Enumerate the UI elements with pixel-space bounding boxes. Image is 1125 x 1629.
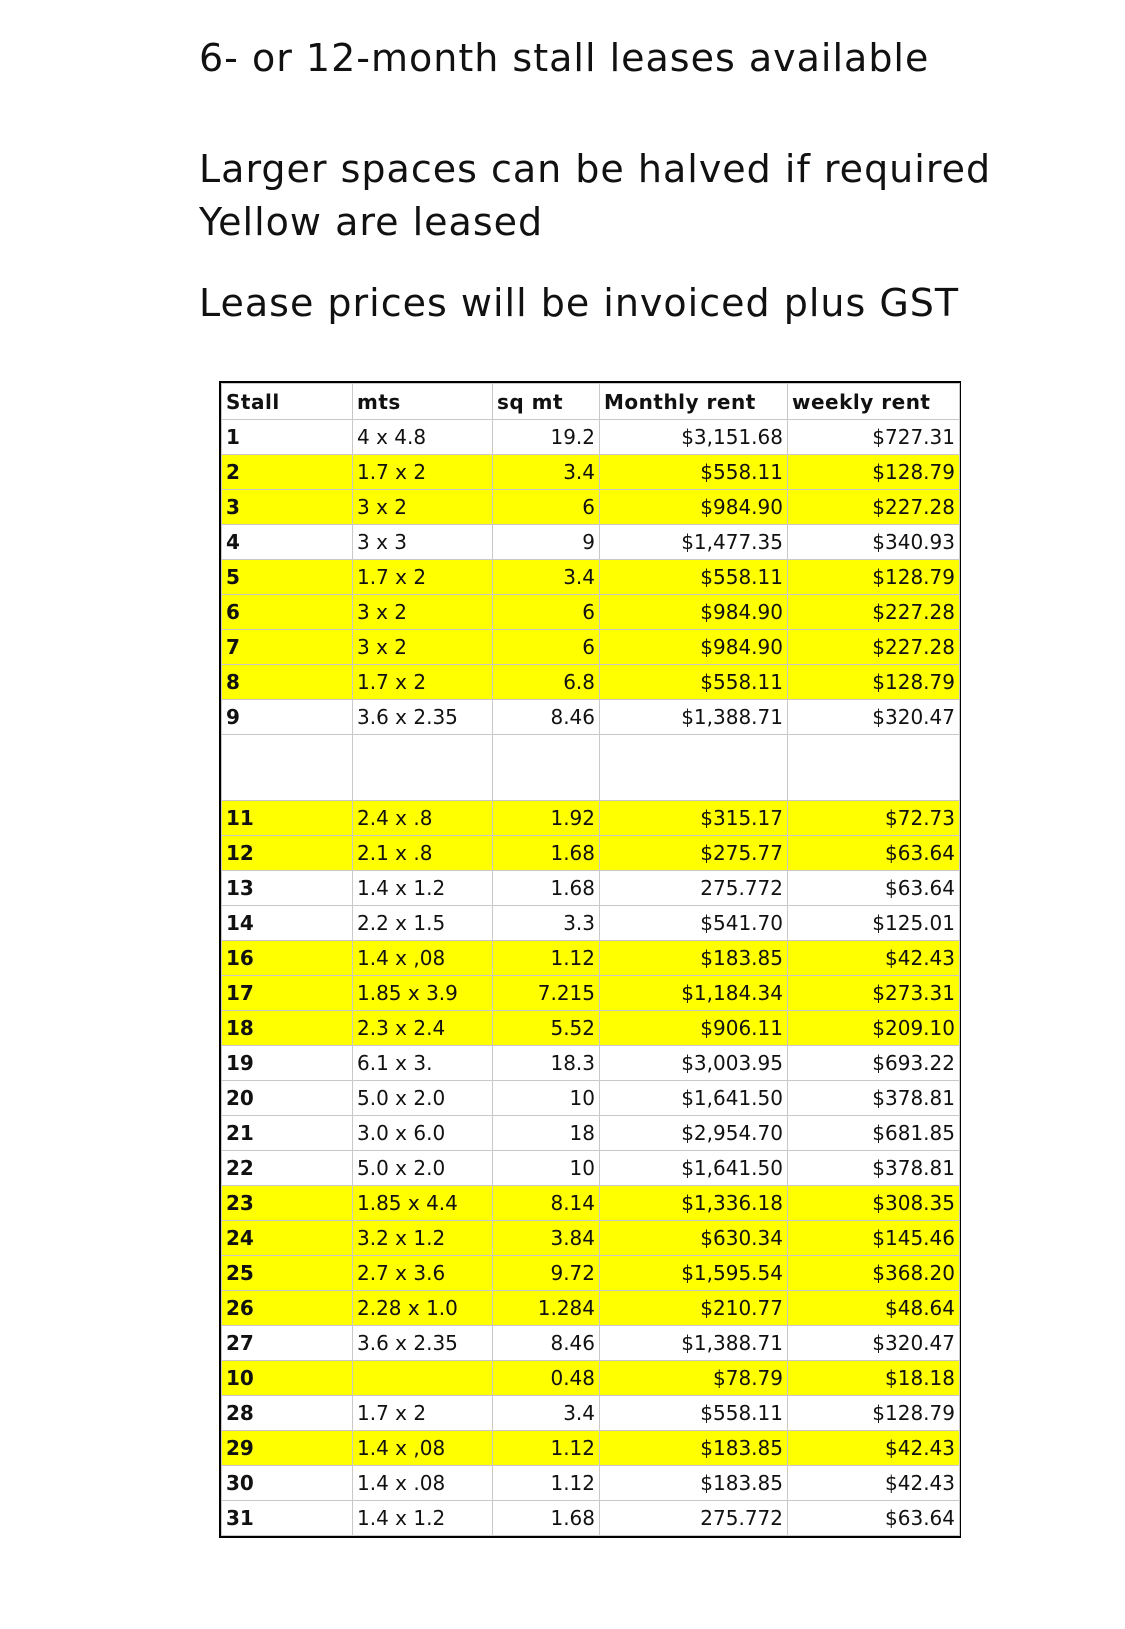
stall-cell: 19 — [222, 1046, 353, 1081]
gst-note: Lease prices will be invoiced plus GST — [199, 281, 960, 325]
monthly-rent-cell: $630.34 — [600, 1221, 788, 1256]
monthly-rent-cell: $183.85 — [600, 1431, 788, 1466]
monthly-rent-cell: $3,003.95 — [600, 1046, 788, 1081]
column-header-monthly-rent: Monthly rent — [600, 384, 788, 420]
area-cell: 19.2 — [493, 420, 600, 455]
weekly-rent-cell: $128.79 — [788, 665, 960, 700]
table-row — [222, 1046, 960, 1081]
table-row — [222, 420, 960, 455]
monthly-rent-cell: $984.90 — [600, 490, 788, 525]
area-cell: 6 — [493, 595, 600, 630]
monthly-rent-cell: $78.79 — [600, 1361, 788, 1396]
table-row — [222, 1501, 960, 1536]
stall-cell: 22 — [222, 1151, 353, 1186]
weekly-rent-cell: $727.31 — [788, 420, 960, 455]
area-cell: 9 — [493, 525, 600, 560]
table-row — [222, 595, 960, 630]
stall-cell: 25 — [222, 1256, 353, 1291]
weekly-rent-cell: $227.28 — [788, 490, 960, 525]
dimensions-cell: 2.3 x 2.4 — [353, 1011, 493, 1046]
weekly-rent-cell: $320.47 — [788, 700, 960, 735]
table-row — [222, 630, 960, 665]
table-row — [222, 1116, 960, 1151]
weekly-rent-cell: $18.18 — [788, 1361, 960, 1396]
area-cell: 5.52 — [493, 1011, 600, 1046]
area-cell: 1.68 — [493, 836, 600, 871]
stall-cell: 4 — [222, 525, 353, 560]
stall-cell: 21 — [222, 1116, 353, 1151]
stall-cell: 30 — [222, 1466, 353, 1501]
stall-cell: 20 — [222, 1081, 353, 1116]
stall-cell: 11 — [222, 801, 353, 836]
table-row — [222, 1326, 960, 1361]
area-cell: 3.3 — [493, 906, 600, 941]
area-cell: 1.92 — [493, 801, 600, 836]
stall-cell: 9 — [222, 700, 353, 735]
stall-cell: 7 — [222, 630, 353, 665]
monthly-rent-cell: $558.11 — [600, 560, 788, 595]
leased-legend-note: Yellow are leased — [199, 200, 544, 244]
table-row — [222, 871, 960, 906]
weekly-rent-cell: $63.64 — [788, 836, 960, 871]
dimensions-cell: 1.7 x 2 — [353, 560, 493, 595]
area-cell: 3.4 — [493, 455, 600, 490]
stall-cell: 5 — [222, 560, 353, 595]
monthly-rent-cell: $541.70 — [600, 906, 788, 941]
weekly-rent-cell: $48.64 — [788, 1291, 960, 1326]
table-row — [222, 1256, 960, 1291]
stall-cell: 12 — [222, 836, 353, 871]
monthly-rent-cell: $1,641.50 — [600, 1151, 788, 1186]
monthly-rent-cell: $984.90 — [600, 630, 788, 665]
weekly-rent-cell: $320.47 — [788, 1326, 960, 1361]
area-cell: 3.4 — [493, 560, 600, 595]
monthly-rent-cell — [600, 735, 788, 801]
monthly-rent-cell: $1,388.71 — [600, 700, 788, 735]
dimensions-cell: 4 x 4.8 — [353, 420, 493, 455]
area-cell: 7.215 — [493, 976, 600, 1011]
area-cell: 1.68 — [493, 871, 600, 906]
table-row — [222, 1081, 960, 1116]
weekly-rent-cell: $227.28 — [788, 630, 960, 665]
weekly-rent-cell — [788, 735, 960, 801]
weekly-rent-cell: $145.46 — [788, 1221, 960, 1256]
lease-terms-heading: 6- or 12-month stall leases available — [199, 36, 930, 80]
dimensions-cell: 2.7 x 3.6 — [353, 1256, 493, 1291]
weekly-rent-cell: $42.43 — [788, 941, 960, 976]
stall-cell: 8 — [222, 665, 353, 700]
area-cell: 18 — [493, 1116, 600, 1151]
area-cell: 1.12 — [493, 941, 600, 976]
dimensions-cell — [353, 1361, 493, 1396]
stall-cell: 10 — [222, 1361, 353, 1396]
area-cell: 0.48 — [493, 1361, 600, 1396]
dimensions-cell: 1.4 x ,08 — [353, 1431, 493, 1466]
monthly-rent-cell: $183.85 — [600, 1466, 788, 1501]
dimensions-cell: 2.2 x 1.5 — [353, 906, 493, 941]
dimensions-cell: 3.0 x 6.0 — [353, 1116, 493, 1151]
table-body — [222, 420, 960, 1536]
stall-cell: 23 — [222, 1186, 353, 1221]
table-row — [222, 976, 960, 1011]
table-row — [222, 665, 960, 700]
weekly-rent-cell: $227.28 — [788, 595, 960, 630]
table-row — [222, 560, 960, 595]
dimensions-cell: 1.4 x .08 — [353, 1466, 493, 1501]
area-cell: 1.12 — [493, 1431, 600, 1466]
dimensions-cell: 3 x 2 — [353, 490, 493, 525]
dimensions-cell: 1.85 x 3.9 — [353, 976, 493, 1011]
stall-cell: 18 — [222, 1011, 353, 1046]
dimensions-cell: 3.2 x 1.2 — [353, 1221, 493, 1256]
weekly-rent-cell: $63.64 — [788, 1501, 960, 1536]
stall-cell: 13 — [222, 871, 353, 906]
monthly-rent-cell: $2,954.70 — [600, 1116, 788, 1151]
weekly-rent-cell: $308.35 — [788, 1186, 960, 1221]
weekly-rent-cell: $42.43 — [788, 1466, 960, 1501]
weekly-rent-cell: $125.01 — [788, 906, 960, 941]
halving-note: Larger spaces can be halved if required — [199, 147, 992, 191]
table-row — [222, 1221, 960, 1256]
stall-cell: 24 — [222, 1221, 353, 1256]
stall-cell: 31 — [222, 1501, 353, 1536]
table-row — [222, 1466, 960, 1501]
stall-cell: 1 — [222, 420, 353, 455]
weekly-rent-cell: $209.10 — [788, 1011, 960, 1046]
table-row — [222, 836, 960, 871]
weekly-rent-cell: $378.81 — [788, 1081, 960, 1116]
dimensions-cell: 3.6 x 2.35 — [353, 700, 493, 735]
monthly-rent-cell: $1,477.35 — [600, 525, 788, 560]
table-row — [222, 906, 960, 941]
dimensions-cell: 2.4 x .8 — [353, 801, 493, 836]
weekly-rent-cell: $128.79 — [788, 1396, 960, 1431]
dimensions-cell: 2.28 x 1.0 — [353, 1291, 493, 1326]
column-header-sq-mt: sq mt — [493, 384, 600, 420]
dimensions-cell: 1.4 x 1.2 — [353, 871, 493, 906]
area-cell: 8.46 — [493, 1326, 600, 1361]
dimensions-cell: 3 x 3 — [353, 525, 493, 560]
table-row — [222, 525, 960, 560]
stall-cell: 6 — [222, 595, 353, 630]
table-row — [222, 801, 960, 836]
stall-cell: 2 — [222, 455, 353, 490]
stall-cell: 27 — [222, 1326, 353, 1361]
stall-cell: 14 — [222, 906, 353, 941]
monthly-rent-cell: 275.772 — [600, 1501, 788, 1536]
monthly-rent-cell: $984.90 — [600, 595, 788, 630]
table-row — [222, 1011, 960, 1046]
area-cell: 8.14 — [493, 1186, 600, 1221]
area-cell: 6.8 — [493, 665, 600, 700]
stall-cell: 16 — [222, 941, 353, 976]
monthly-rent-cell: $315.17 — [600, 801, 788, 836]
dimensions-cell: 3.6 x 2.35 — [353, 1326, 493, 1361]
monthly-rent-cell: $1,595.54 — [600, 1256, 788, 1291]
stall-cell: 17 — [222, 976, 353, 1011]
weekly-rent-cell: $378.81 — [788, 1151, 960, 1186]
monthly-rent-cell: $906.11 — [600, 1011, 788, 1046]
area-cell: 3.4 — [493, 1396, 600, 1431]
area-cell: 9.72 — [493, 1256, 600, 1291]
area-cell: 1.12 — [493, 1466, 600, 1501]
monthly-rent-cell: $183.85 — [600, 941, 788, 976]
area-cell: 6 — [493, 490, 600, 525]
dimensions-cell: 1.4 x ,08 — [353, 941, 493, 976]
table-row — [222, 455, 960, 490]
area-cell: 1.284 — [493, 1291, 600, 1326]
monthly-rent-cell: $1,641.50 — [600, 1081, 788, 1116]
area-cell: 1.68 — [493, 1501, 600, 1536]
weekly-rent-cell: $63.64 — [788, 871, 960, 906]
area-cell: 10 — [493, 1081, 600, 1116]
monthly-rent-cell: 275.772 — [600, 871, 788, 906]
area-cell: 10 — [493, 1151, 600, 1186]
stall-lease-table-container — [219, 381, 961, 1538]
monthly-rent-cell: $558.11 — [600, 455, 788, 490]
monthly-rent-cell: $558.11 — [600, 665, 788, 700]
monthly-rent-cell: $1,388.71 — [600, 1326, 788, 1361]
monthly-rent-cell: $558.11 — [600, 1396, 788, 1431]
table-row — [222, 490, 960, 525]
weekly-rent-cell: $128.79 — [788, 455, 960, 490]
area-cell: 18.3 — [493, 1046, 600, 1081]
area-cell: 6 — [493, 630, 600, 665]
weekly-rent-cell: $681.85 — [788, 1116, 960, 1151]
dimensions-cell: 2.1 x .8 — [353, 836, 493, 871]
stall-cell: 28 — [222, 1396, 353, 1431]
weekly-rent-cell: $128.79 — [788, 560, 960, 595]
area-cell — [493, 735, 600, 801]
monthly-rent-cell: $1,184.34 — [600, 976, 788, 1011]
table-header-row — [222, 384, 960, 420]
dimensions-cell: 1.85 x 4.4 — [353, 1186, 493, 1221]
column-header-weekly-rent: weekly rent — [788, 384, 960, 420]
dimensions-cell: 3 x 2 — [353, 595, 493, 630]
monthly-rent-cell: $275.77 — [600, 836, 788, 871]
stall-cell: 29 — [222, 1431, 353, 1466]
table-row — [222, 1396, 960, 1431]
dimensions-cell — [353, 735, 493, 801]
monthly-rent-cell: $1,336.18 — [600, 1186, 788, 1221]
monthly-rent-cell: $3,151.68 — [600, 420, 788, 455]
dimensions-cell: 5.0 x 2.0 — [353, 1151, 493, 1186]
dimensions-cell: 1.7 x 2 — [353, 665, 493, 700]
dimensions-cell: 5.0 x 2.0 — [353, 1081, 493, 1116]
weekly-rent-cell: $693.22 — [788, 1046, 960, 1081]
weekly-rent-cell: $340.93 — [788, 525, 960, 560]
table-row — [222, 1431, 960, 1466]
dimensions-cell: 1.7 x 2 — [353, 455, 493, 490]
stall-cell — [222, 735, 353, 801]
monthly-rent-cell: $210.77 — [600, 1291, 788, 1326]
weekly-rent-cell: $368.20 — [788, 1256, 960, 1291]
table-row — [222, 1361, 960, 1396]
table-row — [222, 1291, 960, 1326]
column-header-mts: mts — [353, 384, 493, 420]
weekly-rent-cell: $72.73 — [788, 801, 960, 836]
table-row — [222, 700, 960, 735]
dimensions-cell: 1.7 x 2 — [353, 1396, 493, 1431]
table-row — [222, 941, 960, 976]
stall-lease-table — [221, 383, 960, 1536]
dimensions-cell: 1.4 x 1.2 — [353, 1501, 493, 1536]
table-row — [222, 1151, 960, 1186]
dimensions-cell: 6.1 x 3. — [353, 1046, 493, 1081]
table-row — [222, 1186, 960, 1221]
table-row-empty — [222, 735, 960, 801]
stall-cell: 3 — [222, 490, 353, 525]
area-cell: 3.84 — [493, 1221, 600, 1256]
weekly-rent-cell: $273.31 — [788, 976, 960, 1011]
column-header-stall: Stall — [222, 384, 353, 420]
weekly-rent-cell: $42.43 — [788, 1431, 960, 1466]
dimensions-cell: 3 x 2 — [353, 630, 493, 665]
stall-cell: 26 — [222, 1291, 353, 1326]
area-cell: 8.46 — [493, 700, 600, 735]
